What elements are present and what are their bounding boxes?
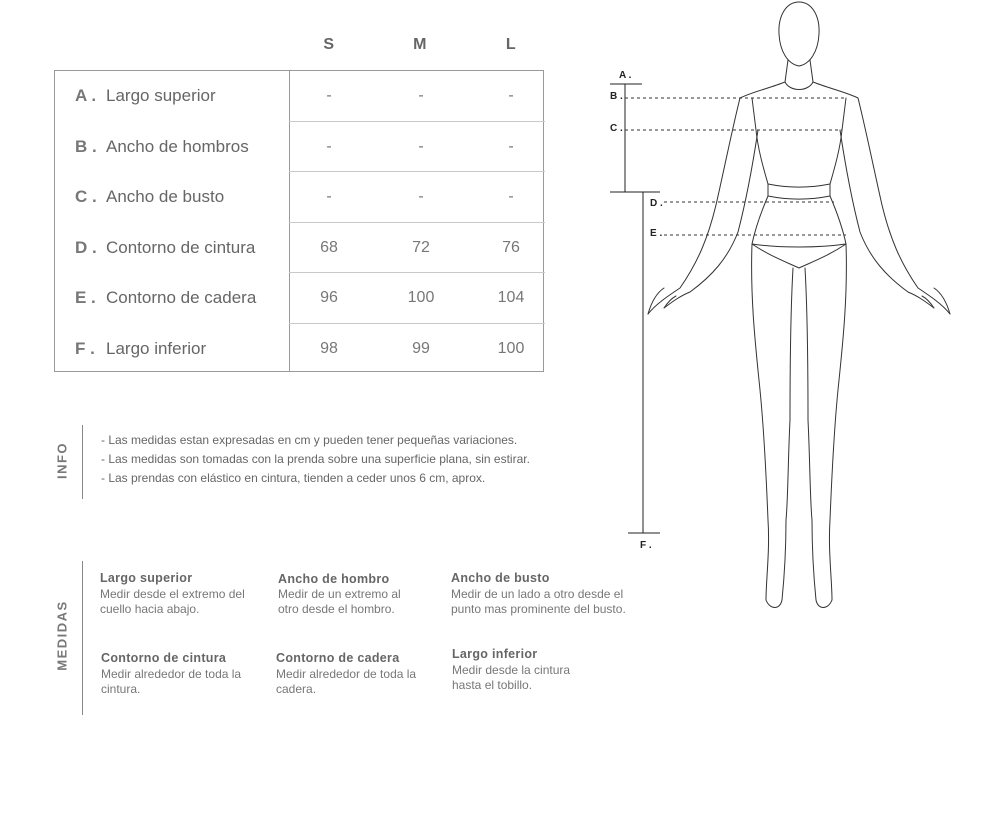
cell-s: - <box>326 137 332 155</box>
cell-s: - <box>326 188 332 205</box>
size-header-s: S <box>323 36 335 53</box>
cell-l: - <box>508 87 514 104</box>
table-row <box>55 122 545 173</box>
table-row <box>55 324 545 375</box>
table-row <box>55 172 545 223</box>
medida-title: Ancho de hombro <box>278 572 390 586</box>
row-letter: A . <box>75 86 97 105</box>
medida-desc: Medir alrededor de toda la cintura. <box>101 667 242 696</box>
info-divider <box>82 425 83 499</box>
measurement-markers <box>610 70 663 551</box>
info-line: - Las medidas estan expresadas en cm y pueden tener pequeñas variaciones. <box>101 433 518 447</box>
row-letter: E . <box>75 288 96 307</box>
medida-title: Largo superior <box>100 571 193 585</box>
cell-m: - <box>418 87 424 104</box>
cell-m: 72 <box>412 238 430 256</box>
row-label <box>75 273 256 323</box>
size-table <box>54 70 544 372</box>
table-row <box>55 71 545 122</box>
medida-title: Largo inferior <box>452 647 538 661</box>
cell-m: 99 <box>412 339 430 357</box>
row-label <box>75 71 216 121</box>
body-silhouette <box>648 2 950 608</box>
medidas-label: MEDIDAS <box>54 600 70 671</box>
row-label <box>75 223 255 273</box>
marker-a: A . <box>619 70 632 81</box>
cell-m: 100 <box>407 289 435 306</box>
medida-desc: Medir alrededor de toda la cadera. <box>276 667 417 696</box>
row-letter: D . <box>75 237 97 257</box>
size-header-m: M <box>413 36 427 53</box>
info-line: - Las medidas son tomadas con la prenda sobre una superficie plana, sin estirar. <box>101 452 530 466</box>
cell-l: 100 <box>497 339 525 357</box>
table-row <box>55 273 545 324</box>
row-name: Largo inferior <box>106 338 207 358</box>
marker-f: F . <box>640 540 652 551</box>
cell-s: 98 <box>320 339 338 357</box>
row-letter: F . <box>75 338 95 358</box>
row-label <box>75 122 249 172</box>
cell-s: 96 <box>320 289 338 306</box>
row-name: Contorno de cadera <box>106 288 257 307</box>
cell-l: 104 <box>497 289 525 306</box>
cell-l: - <box>508 137 514 155</box>
row-label <box>75 172 224 222</box>
row-name: Ancho de busto <box>106 187 225 206</box>
cell-s: - <box>326 87 332 104</box>
table-row <box>55 223 545 274</box>
cell-m: - <box>418 137 424 155</box>
marker-b: B . <box>610 91 623 102</box>
cell-l: 76 <box>502 238 520 256</box>
medida-desc: Medir desde la cintura hasta el tobillo. <box>452 663 571 692</box>
cell-s: 68 <box>320 238 338 256</box>
row-label <box>75 324 206 374</box>
medida-desc: Medir desde el extremo del cuello hacia abajo. <box>100 587 245 616</box>
row-letter: C . <box>75 187 97 206</box>
size-header-l: L <box>505 36 517 53</box>
medida-desc: Medir de un lado a otro desde el punto mas prominente del busto. <box>451 587 626 616</box>
cell-m: - <box>418 188 424 205</box>
cell-l: - <box>508 188 514 205</box>
medidas-divider <box>82 561 83 715</box>
medida-title: Contorno de cadera <box>276 651 400 665</box>
body-figure-illustration <box>590 0 970 620</box>
info-label: INFO <box>54 441 70 480</box>
marker-d: D . <box>650 198 663 209</box>
row-letter: B . <box>75 136 97 156</box>
row-name: Ancho de hombros <box>106 136 249 156</box>
info-line: - Las prendas con elástico en cintura, tienden a ceder unos 6 cm, aprox. <box>101 471 486 485</box>
marker-e: E . <box>650 228 663 239</box>
medida-title: Contorno de cintura <box>101 651 227 665</box>
row-name: Contorno de cintura <box>106 237 256 257</box>
medida-title: Ancho de busto <box>451 571 550 585</box>
row-name: Largo superior <box>106 86 216 105</box>
marker-c: C . <box>610 123 623 134</box>
medida-desc: Medir de un extremo al otro desde el hombro. <box>278 587 401 616</box>
